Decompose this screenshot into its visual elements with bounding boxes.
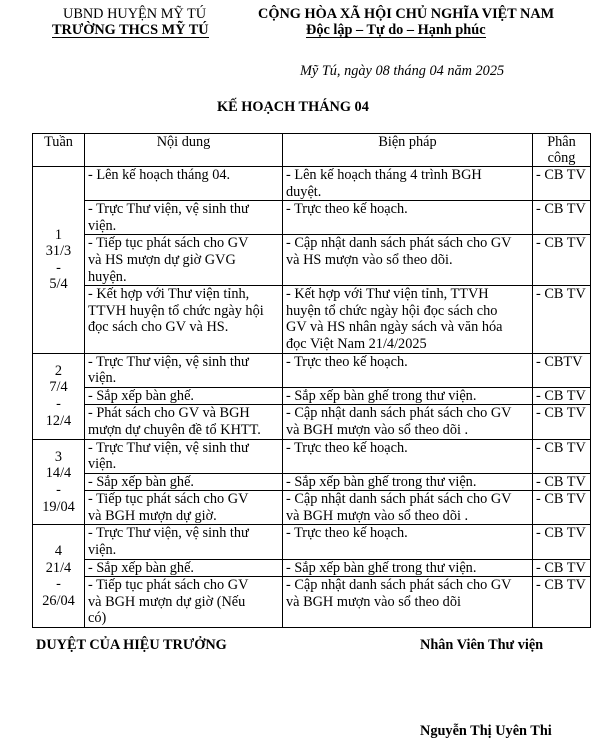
table-row <box>33 387 591 405</box>
measure-cell-line: huyện tổ chức ngày hội đọc sách cho <box>286 302 498 319</box>
table-row <box>33 286 591 353</box>
measure-cell <box>283 387 533 405</box>
measure-cell-line: và HS mượn vào sổ theo dõi. <box>286 251 453 268</box>
assign-cell: - CB TV <box>533 559 591 577</box>
measure-cell <box>283 491 533 525</box>
content-cell <box>85 353 283 387</box>
content-cell <box>85 201 283 235</box>
table-row <box>33 577 591 628</box>
week-cell <box>33 439 85 525</box>
week-line: - <box>56 396 61 413</box>
measure-cell-line: và BGH mượn vào sổ theo dõi <box>286 593 461 610</box>
table-row <box>33 353 591 387</box>
week-line: 1 <box>54 226 63 243</box>
content-cell-line: - Trực Thư viện, vệ sinh thư <box>88 201 249 218</box>
content-cell-line: - Trực Thư viện, vệ sinh thư <box>88 525 249 542</box>
measure-cell-line: - Cập nhật danh sách phát sách cho GV <box>286 577 512 594</box>
content-cell-line: và HS mượn dự giờ GVG <box>88 251 236 268</box>
table-row <box>33 201 591 235</box>
measure-cell-line: GV và HS nhân ngày sách và văn hóa <box>286 319 503 336</box>
content-cell-line: - Tiếp tục phát sách cho GV <box>88 235 249 252</box>
content-cell <box>85 286 283 353</box>
measure-cell <box>283 525 533 559</box>
measure-cell-line: - Trực theo kế hoạch. <box>286 201 408 218</box>
week-line: 7/4 <box>49 379 68 396</box>
measure-cell <box>283 439 533 473</box>
header-content: Nội dung <box>85 134 283 167</box>
week-cell <box>33 353 85 439</box>
measure-cell <box>283 167 533 201</box>
measure-cell <box>283 201 533 235</box>
content-cell-line: - Tiếp tục phát sách cho GV <box>88 577 249 594</box>
header-assign: Phân công <box>533 134 591 167</box>
measure-cell-line: và BGH mượn vào sổ theo dõi . <box>286 421 469 438</box>
table-row <box>33 473 591 491</box>
assign-cell: - CBTV <box>533 353 591 387</box>
content-cell-line: và BGH mượn dự giờ (Nếu <box>88 593 246 610</box>
approval-label: DUYỆT CỦA HIỆU TRƯỞNG <box>36 637 227 653</box>
content-cell-line: - Trực Thư viện, vệ sinh thư <box>88 353 249 370</box>
table-row <box>33 559 591 577</box>
content-cell-line: TTVH huyện tổ chức ngày hội <box>88 302 264 319</box>
measure-cell <box>283 353 533 387</box>
week-line: - <box>56 481 61 498</box>
content-cell-line: viện. <box>88 542 117 559</box>
content-cell-line: huyện. <box>88 268 127 285</box>
week-cell <box>33 525 85 628</box>
staff-name: Nguyễn Thị Uyên Thi <box>420 723 552 739</box>
measure-cell <box>283 235 533 286</box>
school-name: TRƯỜNG THCS MỸ TÚ <box>52 22 209 38</box>
week-line: 4 <box>54 543 63 560</box>
measure-cell-line: và BGH mượn vào sổ theo dõi . <box>286 507 469 524</box>
week-line: 31/3 <box>45 243 72 260</box>
week-line: 14/4 <box>45 465 72 482</box>
plan-table <box>32 133 591 628</box>
table-row <box>33 235 591 286</box>
content-cell-line: - Trực Thư viện, vệ sinh thư <box>88 439 249 456</box>
content-cell <box>85 405 283 439</box>
measure-cell-line: - Cập nhật danh sách phát sách cho GV <box>286 235 512 252</box>
national-motto: Độc lập – Tự do – Hạnh phúc <box>306 22 486 38</box>
week-line: 2 <box>54 362 63 379</box>
content-cell-line: - Sắp xếp bàn ghế. <box>88 387 195 404</box>
content-cell-line: - Tiếp tục phát sách cho GV <box>88 491 249 508</box>
content-cell-line: có) <box>88 610 107 627</box>
content-cell <box>85 559 283 577</box>
content-cell-line: - Lên kế hoạch tháng 04. <box>88 167 231 183</box>
assign-cell: - CB TV <box>533 286 591 353</box>
staff-title: Nhân Viên Thư viện <box>420 637 544 653</box>
measure-cell <box>283 286 533 353</box>
national-title: CỘNG HÒA XÃ HỘI CHỦ NGHĨA VIỆT NAM <box>258 6 555 22</box>
content-cell <box>85 491 283 525</box>
week-line: 21/4 <box>45 559 72 576</box>
header-week: Tuần <box>33 134 85 167</box>
measure-cell-line: - Sắp xếp bàn ghế trong thư viện. <box>286 473 477 490</box>
table-header-row <box>33 134 591 167</box>
table-row <box>33 525 591 559</box>
content-cell-line: - Sắp xếp bàn ghế. <box>88 559 195 576</box>
table-row <box>33 439 591 473</box>
content-cell <box>85 577 283 628</box>
content-cell-line: viện. <box>88 456 117 473</box>
measure-cell <box>283 577 533 628</box>
measure-cell-line: - Trực theo kế hoạch. <box>286 439 408 456</box>
document-title: KẾ HOẠCH THÁNG 04 <box>217 99 369 115</box>
assign-cell: - CB TV <box>533 439 591 473</box>
content-cell-line: đọc sách cho GV và HS. <box>88 319 229 336</box>
table-row <box>33 405 591 439</box>
measure-cell <box>283 405 533 439</box>
table-row <box>33 167 591 201</box>
week-line: 5/4 <box>49 276 68 293</box>
content-cell-line: và BGH mượn dự giờ. <box>88 507 217 524</box>
week-line: 12/4 <box>45 412 72 429</box>
content-cell <box>85 387 283 405</box>
measure-cell-line: - Trực theo kế hoạch. <box>286 353 408 370</box>
assign-cell: - CB TV <box>533 577 591 628</box>
measure-cell-line: đọc Việt Nam 21/4/2025 <box>286 335 427 352</box>
measure-cell-line: - Cập nhật danh sách phát sách cho GV <box>286 405 512 422</box>
content-cell <box>85 235 283 286</box>
week-line: - <box>56 259 61 276</box>
measure-cell-line: duyệt. <box>286 183 322 200</box>
measure-cell <box>283 559 533 577</box>
measure-cell-line: - Trực theo kế hoạch. <box>286 525 408 542</box>
week-line: 3 <box>54 448 63 465</box>
content-cell <box>85 439 283 473</box>
assign-cell: - CB TV <box>533 235 591 286</box>
content-cell-line: viện. <box>88 370 117 387</box>
assign-cell: - CB TV <box>533 491 591 525</box>
assign-cell: - CB TV <box>533 201 591 235</box>
measure-cell-line: - Cập nhật danh sách phát sách cho GV <box>286 491 512 508</box>
table-row <box>33 491 591 525</box>
assign-cell: - CB TV <box>533 387 591 405</box>
measure-cell <box>283 473 533 491</box>
week-cell <box>33 167 85 354</box>
header-measure: Biện pháp <box>283 134 533 167</box>
week-line: 26/04 <box>42 592 75 609</box>
content-cell-line: - Phát sách cho GV và BGH <box>88 405 250 422</box>
content-cell <box>85 167 283 201</box>
measure-cell-line: - Lên kế hoạch tháng 4 trình BGH <box>286 167 482 183</box>
assign-cell: - CB TV <box>533 405 591 439</box>
assign-cell: - CB TV <box>533 167 591 201</box>
measure-cell-line: - Sắp xếp bàn ghế trong thư viện. <box>286 387 477 404</box>
assign-cell: - CB TV <box>533 473 591 491</box>
content-cell-line: mượn dự chuyên đề tổ KHTT. <box>88 421 261 438</box>
content-cell-line: viện. <box>88 217 117 234</box>
measure-cell-line: - Kết hợp với Thư viện tỉnh, TTVH <box>286 286 489 303</box>
week-line: 19/04 <box>42 498 75 515</box>
assign-cell: - CB TV <box>533 525 591 559</box>
measure-cell-line: - Sắp xếp bàn ghế trong thư viện. <box>286 559 477 576</box>
content-cell-line: - Kết hợp với Thư viện tỉnh, <box>88 286 250 303</box>
document-date: Mỹ Tú, ngày 08 tháng 04 năm 2025 <box>300 63 505 79</box>
content-cell <box>85 473 283 491</box>
content-cell <box>85 525 283 559</box>
week-line: - <box>56 576 61 593</box>
content-cell-line: - Sắp xếp bàn ghế. <box>88 473 195 490</box>
table-body <box>33 167 591 628</box>
agency-name: UBND HUYỆN MỸ TÚ <box>63 6 207 22</box>
